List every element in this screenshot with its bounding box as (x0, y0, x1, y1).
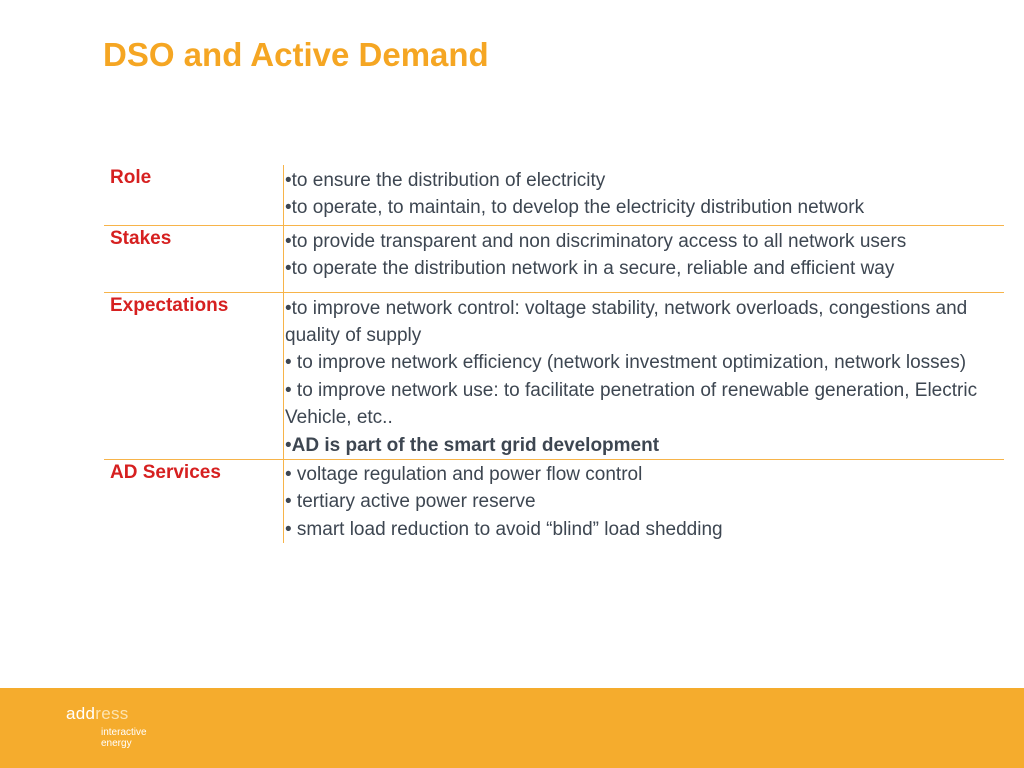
slide-title: DSO and Active Demand (103, 36, 489, 73)
logo-tagline-line1: interactive (101, 727, 147, 738)
bullet: • to improve network efficiency (network investment optimization, network losses) (285, 352, 967, 374)
row-content-expectations (283, 293, 1004, 459)
row-label-stakes: Stakes (110, 227, 172, 249)
table-row-expectations (104, 293, 1004, 460)
footer-band (0, 688, 1024, 768)
bullet: • to improve network use: to facilitate penetration of renewable generation, Electric Vehicle, etc.. (285, 379, 978, 429)
row-label-role: Role (110, 167, 152, 188)
row-content-ad-services (283, 460, 1004, 543)
bullet-emphasis (285, 432, 1004, 459)
bullet: •to improve network control: voltage stability, network overloads, congestions and quality of supply (285, 297, 968, 347)
logo-ress: ress (95, 704, 129, 723)
logo-tagline (101, 727, 147, 749)
emphasis-text: AD is part of the smart grid development (291, 434, 660, 456)
table-row-ad-services (104, 460, 1004, 543)
bullet: •to operate, to maintain, to develop the electricity distribution network (285, 197, 865, 219)
bullet: • smart load reduction to avoid “blind” load shedding (285, 518, 723, 540)
logo-wordmark (66, 704, 147, 724)
row-label-ad-services: AD Services (110, 462, 221, 484)
bullet: •to provide transparent and non discriminatory access to all network users (285, 230, 907, 252)
logo-tagline-line2: energy (101, 738, 132, 749)
table-row-role (104, 165, 1004, 226)
row-content-role (283, 165, 1004, 225)
logo-add: add (66, 704, 96, 723)
content-table (104, 165, 1004, 543)
bullet-mark: • (285, 434, 292, 456)
bullet: • tertiary active power reserve (285, 491, 536, 513)
row-label-expectations: Expectations (110, 294, 229, 316)
row-content-stakes (283, 226, 1004, 292)
table-row-stakes (104, 226, 1004, 293)
bullet: •to ensure the distribution of electricity (285, 170, 606, 191)
bullet: •to operate the distribution network in a secure, reliable and efficient way (285, 258, 895, 280)
bullet: • voltage regulation and power flow control (285, 464, 643, 486)
address-logo (66, 704, 147, 749)
